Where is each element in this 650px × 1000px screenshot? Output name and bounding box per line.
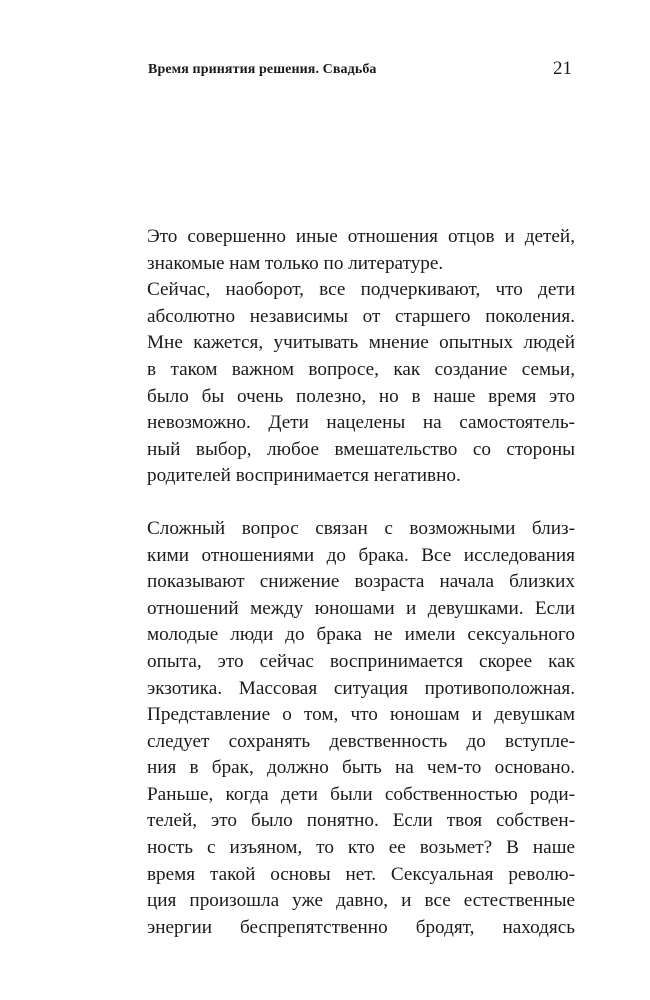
text-line: Сейчас, наоборот, все подчеркивают, что дети [147,279,575,301]
text-line: ный выбор, любое вмешательство со стороны [147,438,575,460]
text-line: отношений между юношами и девушками. Если [147,597,575,619]
page-number: 21 [553,58,572,79]
text-line: следует сохранять девственность до вступле- [147,730,575,752]
text-line: в таком важном вопросе, как создание семьи, [147,358,575,380]
text-line: знакомые нам только по литературе. [147,252,444,274]
running-head: Время принятия решения. Свадьба [148,62,377,77]
text-line: Раньше, когда дети были собственностью роди- [147,783,575,805]
text-line: невозможно. Дети нацелены на самостоятель- [147,412,575,434]
text-line: телей, это было понятно. Если твоя собствен- [147,810,575,832]
text-line: ния в брак, должно быть на чем-то основано. [147,757,575,779]
paragraph-2 [147,516,575,942]
text-line: кими отношениями до брака. Все исследования [147,544,575,566]
text-line: экзотика. Массовая ситуация противоположная. [147,677,575,699]
text-line: ция произошла уже давно, и все естественные [147,890,575,912]
text-line: энергии беспрепятственно бродят, находясь [147,916,575,938]
paragraph-gap [147,490,575,516]
text-line: Представление о том, что юношам и девушкам [147,704,575,726]
paragraph-1 [147,224,575,490]
text-line: время такой основы нет. Сексуальная револю- [147,863,575,885]
text-line: Мне кажется, учитывать мнение опытных людей [147,332,575,354]
text-line: Это совершенно иные отношения отцов и детей, [147,226,575,247]
text-line: было бы очень полезно, но в наше время это [147,385,575,407]
text-line: абсолютно независимы от старшего поколения. [147,305,575,327]
text-line: молодые люди до брака не имели сексуального [147,624,575,646]
body-text [147,224,575,941]
text-line: ность с изъяном, то кто ее возьмет? В наше [147,837,575,859]
text-line: родителей воспринимается негативно. [147,465,461,487]
text-line: показывают снижение возраста начала близких [147,571,575,593]
text-line: опыта, это сейчас воспринимается скорее как [147,650,575,672]
text-line: Сложный вопрос связан с возможными близ- [147,517,575,539]
